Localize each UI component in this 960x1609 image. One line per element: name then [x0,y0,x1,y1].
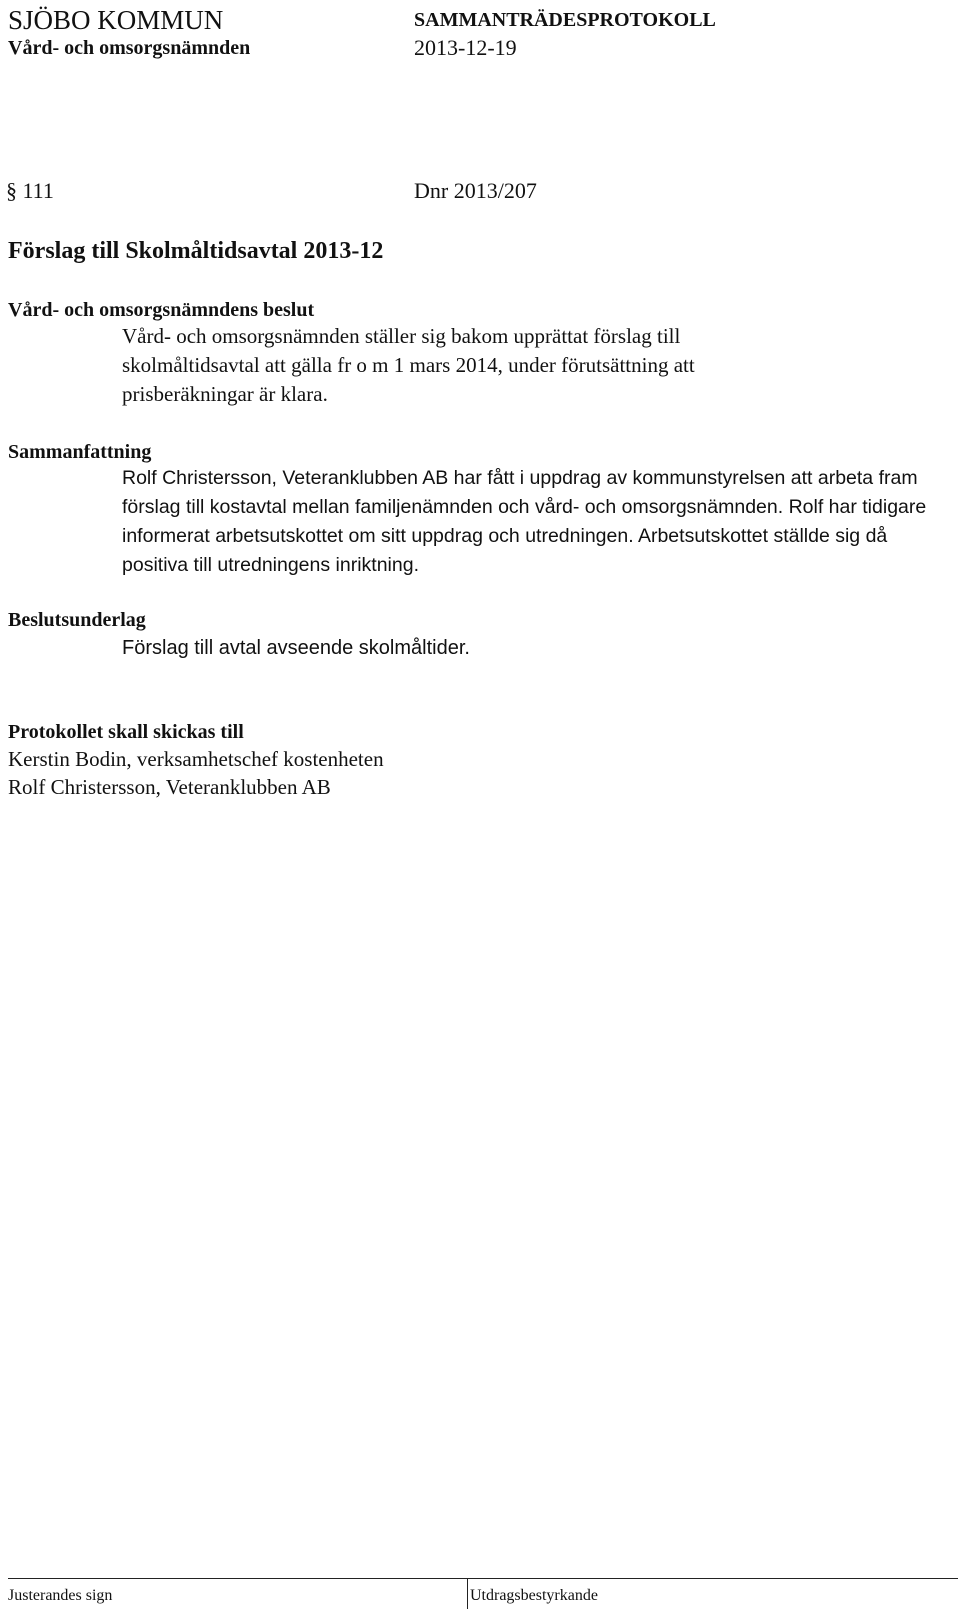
document-type: SAMMANTRÄDESPROTOKOLL [414,9,716,31]
summary-heading: Sammanfattning [8,441,152,463]
summary-text: Rolf Christersson, Veteranklubben AB har fått i uppdrag av kommunstyrelsen att arbeta fram förslag till kostavtal mellan familjenämnden och vård- och omsorgsnämnden. Rolf har tidigare informerat arbetsutskottet om sitt uppdrag och utredningen. Arbetsutskottet ställde sig då positiva till utredningens inriktning. [122,467,927,576]
organization-name: SJÖBO KOMMUN [8,5,224,35]
recipients-heading: Protokollet skall skickas till [8,721,244,743]
meeting-date: 2013-12-19 [414,35,517,60]
recipients-list [8,745,384,801]
item-title: Förslag till Skolmåltidsavtal 2013-12 [8,238,384,264]
decision-heading: Vård- och omsorgsnämndens beslut [8,299,315,321]
footer-column-divider [467,1578,468,1609]
recipient-item: Rolf Christersson, Veteranklubben AB [8,775,331,799]
certification-label: Utdragsbestyrkande [470,1587,598,1604]
committee-name: Vård- och omsorgsnämnden [8,37,251,59]
basis-heading: Beslutsunderlag [8,609,146,631]
recipient-item: Kerstin Bodin, verksamhetschef kostenheten [8,747,384,771]
decision-text: Vård- och omsorgsnämnden ställer sig bakom upprättat förslag till skolmåltidsavtal att gälla fr o m 1 mars 2014, under förutsättning att prisberäkningar är klara. [122,324,695,406]
basis-text: Förslag till avtal avseende skolmåltider. [122,637,470,659]
signature-label: Justerandes sign [8,1587,113,1604]
paragraph-number: § 111 [6,178,54,203]
footer-divider [8,1578,958,1579]
registration-number: Dnr 2013/207 [414,178,537,203]
